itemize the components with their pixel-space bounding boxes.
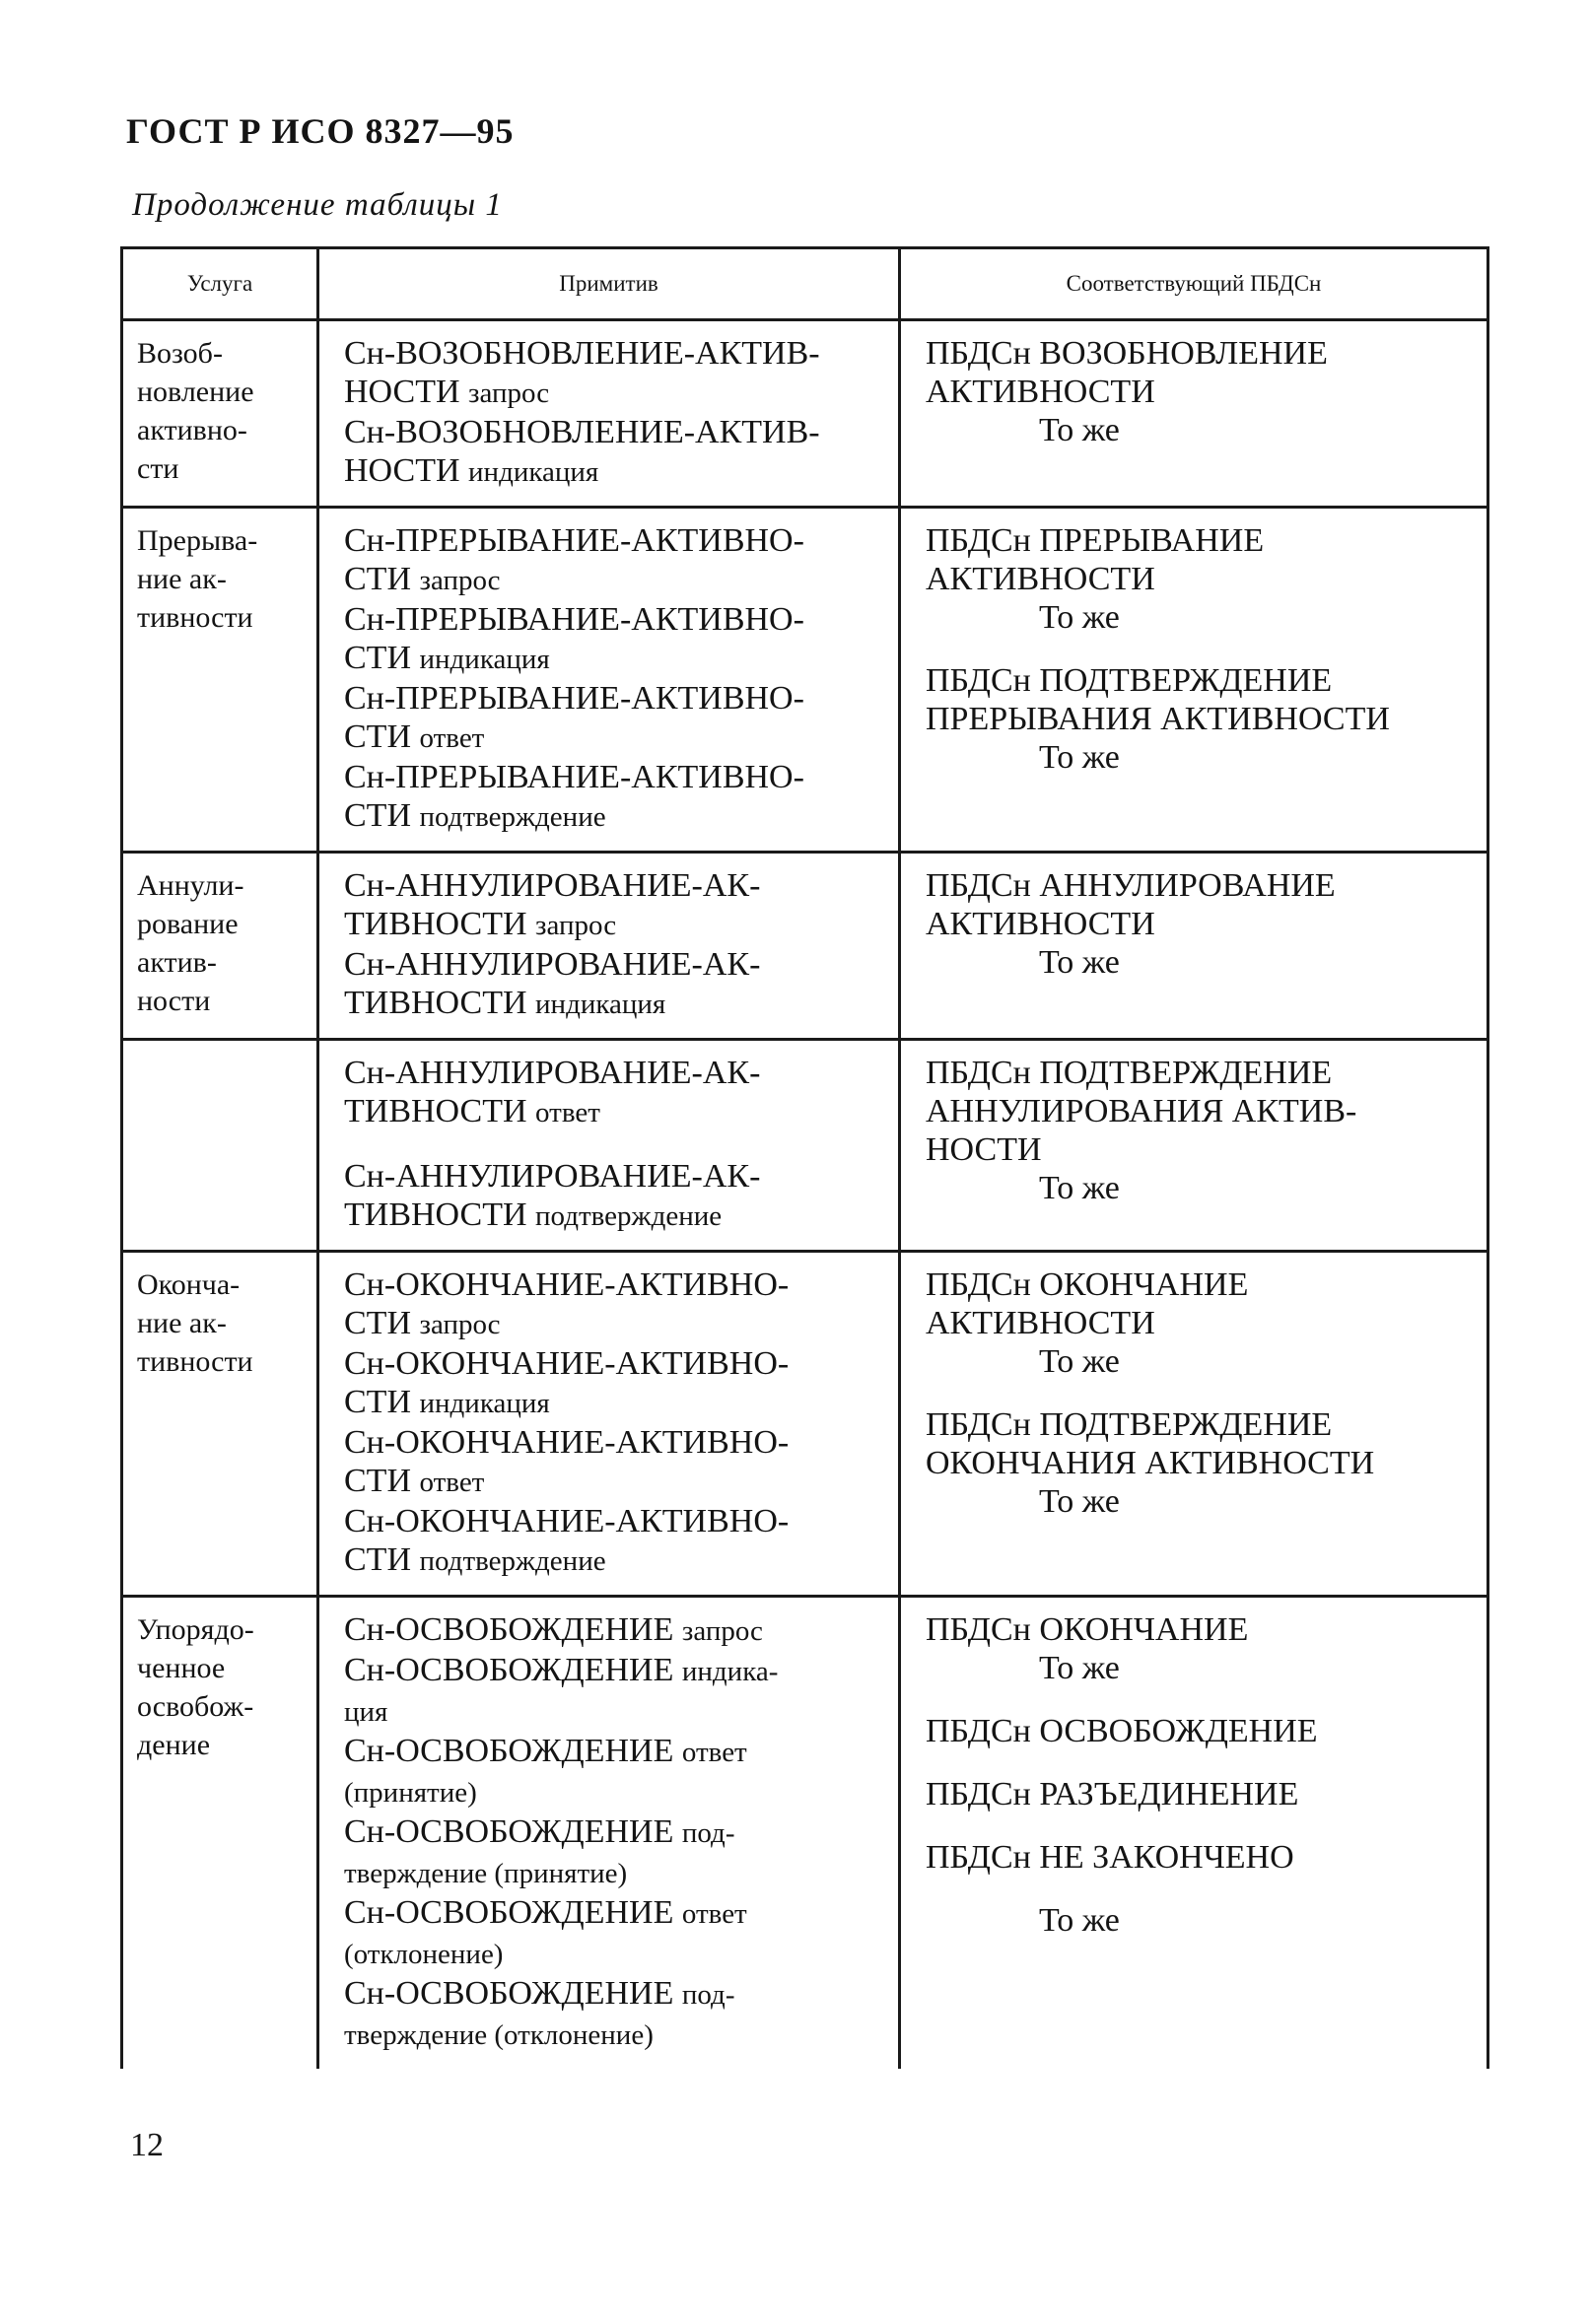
primitive-name: Сн-ОСВОБОЖДЕНИЕ bbox=[344, 1975, 682, 2012]
primitive-type: индикация bbox=[419, 644, 550, 675]
spacer bbox=[926, 1877, 1479, 1901]
primitive-type: запрос bbox=[419, 1309, 501, 1340]
primitive-type: подтверждение bbox=[535, 1200, 723, 1232]
primitive-line bbox=[344, 600, 890, 639]
primitive-type: индикация bbox=[419, 1388, 550, 1419]
primitive-line bbox=[344, 1974, 890, 2015]
primitive-line bbox=[344, 1304, 890, 1344]
pdu-line: АКТИВНОСТИ bbox=[926, 561, 1155, 597]
primitive-type: индика- bbox=[681, 1656, 779, 1687]
primitive-line bbox=[344, 905, 890, 945]
primitive-name: ТИВНОСТИ bbox=[344, 1196, 536, 1233]
primitive-line bbox=[344, 1344, 890, 1383]
service-line: ние ак- bbox=[137, 1307, 227, 1339]
table-continuation-caption: Продолжение таблицы 1 bbox=[132, 187, 503, 223]
primitive-entry bbox=[344, 1344, 890, 1423]
primitive-line bbox=[344, 560, 890, 600]
primitive-line bbox=[344, 1423, 890, 1462]
pdu-line: ПБДСн ОКОНЧАНИЕ bbox=[926, 1611, 1249, 1648]
service-line: ченное bbox=[137, 1652, 226, 1684]
primitive-entry bbox=[344, 1974, 890, 2055]
primitive-line bbox=[344, 1502, 890, 1540]
service-line: тивности bbox=[137, 601, 253, 634]
primitive-line bbox=[344, 1462, 890, 1502]
primitive-type: (принятие) bbox=[344, 1777, 477, 1809]
pdu-line: ПБДСн ПРЕРЫВАНИЕ bbox=[926, 522, 1265, 559]
same-as-above-note: То же bbox=[1039, 944, 1120, 981]
primitive-cell bbox=[318, 853, 900, 1040]
table-body bbox=[122, 320, 1488, 2070]
primitive-line bbox=[344, 1651, 890, 1691]
primitive-type: подтверждение bbox=[419, 801, 606, 833]
primitive-line bbox=[344, 1092, 890, 1132]
column-header-primitive: Примитив bbox=[318, 248, 900, 320]
service-line: активно- bbox=[137, 414, 247, 446]
primitive-entry bbox=[344, 945, 890, 1024]
primitive-name: ТИВНОСТИ bbox=[344, 906, 536, 942]
primitive-line bbox=[344, 1540, 890, 1581]
primitive-entry bbox=[344, 413, 890, 492]
pdu-line: ПБДСн АННУЛИРОВАНИЕ bbox=[926, 867, 1336, 904]
primitive-name: Сн-ОКОНЧАНИЕ-АКТИВНО- bbox=[344, 1345, 790, 1382]
primitive-name: Сн-ПРЕРЫВАНИЕ-АКТИВНО- bbox=[344, 522, 804, 559]
pdu-line: ПБДСн НЕ ЗАКОНЧЕНО bbox=[926, 1839, 1294, 1876]
primitive-line bbox=[344, 1772, 890, 1812]
primitive-name: Сн-ПРЕРЫВАНИЕ-АКТИВНО- bbox=[344, 759, 804, 795]
service-line: Прерыва- bbox=[137, 524, 258, 557]
column-header-service: Услуга bbox=[122, 248, 318, 320]
primitive-type: под- bbox=[681, 1817, 735, 1849]
primitive-name: СТИ bbox=[344, 1305, 420, 1341]
primitive-cell bbox=[318, 1597, 900, 2070]
primitive-entry bbox=[344, 1610, 890, 1651]
primitive-line bbox=[344, 796, 890, 837]
primitives-table-container bbox=[120, 246, 1487, 2069]
primitives-table bbox=[120, 246, 1489, 2069]
primitive-line bbox=[344, 758, 890, 796]
primitive-name: Сн-АННУЛИРОВАНИЕ-АК- bbox=[344, 1055, 761, 1091]
primitive-entry bbox=[344, 1157, 890, 1236]
primitive-name: Сн-ПРЕРЫВАНИЕ-АКТИВНО- bbox=[344, 601, 804, 638]
primitive-type: ция bbox=[344, 1696, 388, 1728]
primitive-line bbox=[344, 866, 890, 905]
service-cell bbox=[122, 1597, 318, 2070]
pdu-line: ПБДСн ПОДТВЕРЖДЕНИЕ bbox=[926, 662, 1333, 699]
spacer bbox=[926, 1813, 1479, 1838]
page-number: 12 bbox=[130, 2127, 164, 2163]
service-cell bbox=[122, 320, 318, 508]
pdu-line: АКТИВНОСТИ bbox=[926, 906, 1155, 942]
primitive-entry bbox=[344, 1732, 890, 1812]
table-row bbox=[122, 508, 1488, 853]
primitive-type: индикация bbox=[468, 456, 599, 488]
column-header-pdu: Соответствующий ПБДСн bbox=[900, 248, 1488, 320]
pdu-cell bbox=[900, 1252, 1488, 1597]
primitive-cell bbox=[318, 1040, 900, 1252]
pdu-cell bbox=[900, 853, 1488, 1040]
primitive-cell bbox=[318, 508, 900, 853]
primitive-name: СТИ bbox=[344, 1463, 420, 1499]
pdu-line: ПБДСн РАЗЪЕДИНЕНИЕ bbox=[926, 1776, 1299, 1812]
primitive-type: под- bbox=[681, 1979, 735, 2011]
service-line: дение bbox=[137, 1729, 211, 1761]
table-row bbox=[122, 1040, 1488, 1252]
service-line: освобож- bbox=[137, 1690, 254, 1723]
same-as-above-note: То же bbox=[1039, 1902, 1120, 1939]
primitive-name: СТИ bbox=[344, 1384, 420, 1420]
primitive-line bbox=[344, 1893, 890, 1934]
primitive-line bbox=[344, 1812, 890, 1853]
service-line: актив- bbox=[137, 946, 217, 979]
primitive-name: Сн-ОСВОБОЖДЕНИЕ bbox=[344, 1894, 682, 1931]
pdu-cell bbox=[900, 320, 1488, 508]
primitive-line bbox=[344, 1853, 890, 1893]
pdu-line: ПБДСн ВОЗОБНОВЛЕНИЕ bbox=[926, 335, 1328, 372]
primitive-type: ответ bbox=[681, 1737, 747, 1768]
pdu-line: ОКОНЧАНИЯ АКТИВНОСТИ bbox=[926, 1445, 1375, 1481]
primitive-type: подтверждение bbox=[419, 1545, 606, 1577]
primitive-entry bbox=[344, 1502, 890, 1581]
pdu-line: ПБДСн ОСВОБОЖДЕНИЕ bbox=[926, 1713, 1318, 1749]
document-header: ГОСТ Р ИСО 8327—95 bbox=[126, 111, 515, 151]
primitive-cell bbox=[318, 1252, 900, 1597]
spacer bbox=[926, 1687, 1479, 1712]
primitive-line bbox=[344, 1383, 890, 1423]
pdu-line: ПБДСн ОКОНЧАНИЕ bbox=[926, 1266, 1249, 1303]
primitive-name: СТИ bbox=[344, 561, 420, 597]
service-cell bbox=[122, 1040, 318, 1252]
primitive-name: Сн-ОКОНЧАНИЕ-АКТИВНО- bbox=[344, 1424, 790, 1461]
pdu-line: ПБДСн ПОДТВЕРЖДЕНИЕ bbox=[926, 1055, 1333, 1091]
pdu-line: ПРЕРЫВАНИЯ АКТИВНОСТИ bbox=[926, 701, 1390, 737]
primitive-type: тверждение (отклонение) bbox=[344, 2019, 654, 2051]
primitive-type: ответ bbox=[419, 722, 485, 754]
primitive-type: ответ bbox=[419, 1467, 485, 1498]
primitive-name: Сн-ПРЕРЫВАНИЕ-АКТИВНО- bbox=[344, 680, 804, 717]
pdu-line: АННУЛИРОВАНИЯ АКТИВ- bbox=[926, 1093, 1357, 1129]
primitive-line bbox=[344, 718, 890, 758]
primitive-type: тверждение (принятие) bbox=[344, 1858, 628, 1889]
pdu-line: НОСТИ bbox=[926, 1131, 1042, 1168]
primitive-type: запрос bbox=[535, 910, 617, 941]
primitive-type: ответ bbox=[535, 1097, 600, 1128]
primitive-name: НОСТИ bbox=[344, 452, 469, 489]
service-line: ние ак- bbox=[137, 563, 227, 595]
pdu-cell bbox=[900, 1597, 1488, 2070]
table-row bbox=[122, 853, 1488, 1040]
pdu-line: АКТИВНОСТИ bbox=[926, 1305, 1155, 1341]
spacer bbox=[926, 1381, 1479, 1405]
primitive-line bbox=[344, 984, 890, 1024]
primitive-type: запрос bbox=[468, 377, 550, 409]
service-line: новление bbox=[137, 376, 254, 408]
service-line: сти bbox=[137, 452, 179, 485]
table-row bbox=[122, 1597, 1488, 2070]
primitive-entry bbox=[344, 600, 890, 679]
service-cell bbox=[122, 853, 318, 1040]
primitive-entry bbox=[344, 866, 890, 945]
primitive-line bbox=[344, 679, 890, 718]
table-row bbox=[122, 320, 1488, 508]
same-as-above-note: То же bbox=[1039, 1170, 1120, 1206]
primitive-line bbox=[344, 1157, 890, 1196]
primitive-name: Сн-ОСВОБОЖДЕНИЕ bbox=[344, 1733, 682, 1769]
primitive-entry bbox=[344, 521, 890, 600]
primitive-name: ТИВНОСТИ bbox=[344, 1093, 536, 1129]
primitive-line bbox=[344, 1265, 890, 1304]
primitive-entry bbox=[344, 334, 890, 413]
primitive-name: СТИ bbox=[344, 640, 420, 676]
primitive-entry bbox=[344, 1812, 890, 1893]
primitive-line bbox=[344, 1054, 890, 1092]
primitive-name: Сн-ВОЗОБНОВЛЕНИЕ-АКТИВ- bbox=[344, 335, 820, 372]
primitive-line bbox=[344, 1610, 890, 1651]
same-as-above-note: То же bbox=[1039, 1343, 1120, 1380]
primitive-entry bbox=[344, 1054, 890, 1132]
primitive-name: Сн-АННУЛИРОВАНИЕ-АК- bbox=[344, 867, 761, 904]
spacer bbox=[344, 1132, 890, 1157]
primitive-line bbox=[344, 1691, 890, 1732]
same-as-above-note: То же bbox=[1039, 739, 1120, 776]
service-line: тивности bbox=[137, 1345, 253, 1378]
primitive-name: Сн-ВОЗОБНОВЛЕНИЕ-АКТИВ- bbox=[344, 414, 820, 450]
primitive-entry bbox=[344, 758, 890, 837]
service-line: Аннули- bbox=[137, 869, 244, 902]
service-cell bbox=[122, 1252, 318, 1597]
primitive-type: запрос bbox=[681, 1615, 763, 1647]
same-as-above-note: То же bbox=[1039, 1650, 1120, 1686]
primitive-line bbox=[344, 639, 890, 679]
primitive-name: ТИВНОСТИ bbox=[344, 985, 536, 1021]
primitive-cell bbox=[318, 320, 900, 508]
primitive-name: Сн-АННУЛИРОВАНИЕ-АК- bbox=[344, 946, 761, 983]
same-as-above-note: То же bbox=[1039, 1483, 1120, 1520]
table-row bbox=[122, 1252, 1488, 1597]
primitive-entry bbox=[344, 679, 890, 758]
spacer bbox=[926, 1750, 1479, 1775]
primitive-entry bbox=[344, 1423, 890, 1502]
primitive-line bbox=[344, 334, 890, 373]
primitive-line bbox=[344, 451, 890, 492]
spacer bbox=[926, 637, 1479, 661]
service-line: Оконча- bbox=[137, 1268, 241, 1301]
primitive-name: Сн-АННУЛИРОВАНИЕ-АК- bbox=[344, 1158, 761, 1195]
primitive-type: запрос bbox=[419, 565, 501, 596]
primitive-name: НОСТИ bbox=[344, 374, 469, 410]
primitive-name: Сн-ОКОНЧАНИЕ-АКТИВНО- bbox=[344, 1266, 790, 1303]
primitive-line bbox=[344, 2015, 890, 2055]
pdu-cell bbox=[900, 508, 1488, 853]
primitive-line bbox=[344, 1196, 890, 1236]
same-as-above-note: То же bbox=[1039, 599, 1120, 636]
primitive-type: ответ bbox=[681, 1898, 747, 1930]
pdu-line: АКТИВНОСТИ bbox=[926, 374, 1155, 410]
primitive-line bbox=[344, 373, 890, 413]
same-as-above-note: То же bbox=[1039, 412, 1120, 448]
primitive-entry bbox=[344, 1651, 890, 1732]
primitive-type: индикация bbox=[535, 989, 666, 1020]
primitive-line bbox=[344, 1934, 890, 1974]
table-header bbox=[122, 248, 1488, 320]
primitive-line bbox=[344, 945, 890, 984]
primitive-name: Сн-ОСВОБОЖДЕНИЕ bbox=[344, 1652, 682, 1688]
pdu-line: ПБДСн ПОДТВЕРЖДЕНИЕ bbox=[926, 1406, 1333, 1443]
primitive-name: Сн-ОКОНЧАНИЕ-АКТИВНО- bbox=[344, 1503, 790, 1539]
primitive-name: Сн-ОСВОБОЖДЕНИЕ bbox=[344, 1611, 682, 1648]
primitive-name: СТИ bbox=[344, 797, 420, 834]
primitive-line bbox=[344, 521, 890, 560]
service-line: ности bbox=[137, 985, 211, 1017]
primitive-line bbox=[344, 413, 890, 451]
primitive-name: СТИ bbox=[344, 1541, 420, 1578]
primitive-name: СТИ bbox=[344, 718, 420, 755]
primitive-name: Сн-ОСВОБОЖДЕНИЕ bbox=[344, 1813, 682, 1850]
primitive-entry bbox=[344, 1265, 890, 1344]
service-cell bbox=[122, 508, 318, 853]
primitive-line bbox=[344, 1732, 890, 1772]
service-line: Возоб- bbox=[137, 337, 223, 370]
pdu-cell bbox=[900, 1040, 1488, 1252]
service-line: рование bbox=[137, 908, 239, 940]
service-line: Упорядо- bbox=[137, 1613, 254, 1646]
primitive-type: (отклонение) bbox=[344, 1939, 504, 1970]
primitive-entry bbox=[344, 1893, 890, 1974]
